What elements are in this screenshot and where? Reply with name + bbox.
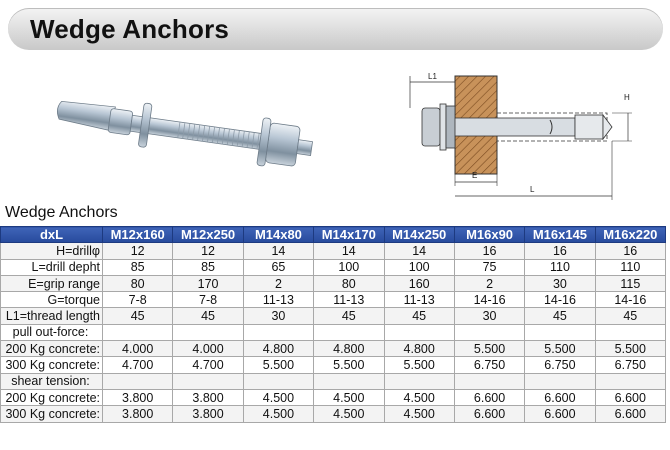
table-cell: 4.000: [103, 341, 173, 357]
table-cell: [525, 373, 595, 389]
table-cell: [384, 373, 454, 389]
table-cell: 45: [595, 308, 665, 324]
row-label: pull out-force:: [1, 324, 103, 340]
table-cell: 45: [173, 308, 243, 324]
table-cell: 4.800: [243, 341, 313, 357]
table-cell: 6.600: [525, 406, 595, 422]
table-cell: [173, 373, 243, 389]
table-cell: 16: [454, 243, 524, 259]
table-cell: 4.800: [314, 341, 384, 357]
table-cell: 4.700: [103, 357, 173, 373]
column-header: M14x80: [243, 227, 313, 243]
table-cell: 4.500: [384, 389, 454, 405]
table-cell: 4.000: [173, 341, 243, 357]
row-label: 200 Kg concrete:: [1, 389, 103, 405]
table-cell: 4.800: [384, 341, 454, 357]
table-cell: 5.500: [595, 341, 665, 357]
table-cell: 4.500: [243, 406, 313, 422]
table-cell: 11-13: [384, 292, 454, 308]
table-cell: [595, 324, 665, 340]
table-cell: [314, 373, 384, 389]
column-header: M12x160: [103, 227, 173, 243]
table-row: [1, 373, 666, 389]
label-l: L: [530, 185, 535, 194]
table-cell: 45: [103, 308, 173, 324]
table-cell: 80: [314, 275, 384, 291]
table-row: [1, 389, 666, 405]
table-header-row: [1, 227, 666, 243]
label-h: H: [624, 93, 630, 102]
table-cell: 160: [384, 275, 454, 291]
table-cell: 4.500: [243, 389, 313, 405]
column-header: M16x145: [525, 227, 595, 243]
row-label: 300 Kg concrete:: [1, 357, 103, 373]
table-cell: 65: [243, 259, 313, 275]
page-title: Wedge Anchors: [30, 14, 230, 44]
section-heading: Wedge Anchors: [5, 204, 118, 221]
table-cell: 6.600: [454, 406, 524, 422]
table-cell: 16: [595, 243, 665, 259]
table-cell: [454, 373, 524, 389]
table-cell: 6.600: [595, 389, 665, 405]
row-label: L=drill depht: [1, 259, 103, 275]
table-cell: 75: [454, 259, 524, 275]
table-cell: 14: [384, 243, 454, 259]
table-cell: 14: [243, 243, 313, 259]
row-label: E=grip range: [1, 275, 103, 291]
anchor-technical-drawing: [400, 68, 640, 203]
row-label: H=drillφ: [1, 243, 103, 259]
table-cell: 14-16: [595, 292, 665, 308]
table-cell: 115: [595, 275, 665, 291]
table-cell: 12: [173, 243, 243, 259]
column-header: M14x170: [314, 227, 384, 243]
table-cell: 6.600: [595, 406, 665, 422]
table-cell: [314, 324, 384, 340]
row-label: 200 Kg concrete:: [1, 341, 103, 357]
table-cell: 6.750: [525, 357, 595, 373]
table-cell: 3.800: [103, 406, 173, 422]
table-cell: 6.750: [454, 357, 524, 373]
table-cell: 5.500: [525, 341, 595, 357]
table-cell: 2: [454, 275, 524, 291]
table-cell: 3.800: [173, 389, 243, 405]
table-row: [1, 243, 666, 259]
table-cell: 5.500: [454, 341, 524, 357]
table-cell: 11-13: [314, 292, 384, 308]
table-cell: 170: [173, 275, 243, 291]
table-cell: 85: [103, 259, 173, 275]
table-cell: 4.500: [314, 389, 384, 405]
table-cell: 7-8: [103, 292, 173, 308]
table-cell: 11-13: [243, 292, 313, 308]
table-cell: 5.500: [384, 357, 454, 373]
table-row: [1, 357, 666, 373]
table-cell: [243, 324, 313, 340]
table-cell: [103, 373, 173, 389]
table-cell: 4.700: [173, 357, 243, 373]
table-cell: 14-16: [454, 292, 524, 308]
table-row: [1, 259, 666, 275]
table-cell: 16: [525, 243, 595, 259]
table-cell: [454, 324, 524, 340]
table-cell: 4.500: [384, 406, 454, 422]
table-cell: 3.800: [173, 406, 243, 422]
table-cell: 45: [314, 308, 384, 324]
table-cell: 30: [525, 275, 595, 291]
table-cell: 5.500: [243, 357, 313, 373]
table-cell: 6.600: [454, 389, 524, 405]
table-cell: [525, 324, 595, 340]
table-row: [1, 292, 666, 308]
table-row: [1, 308, 666, 324]
table-cell: 14: [314, 243, 384, 259]
table-cell: 12: [103, 243, 173, 259]
column-header: M12x250: [173, 227, 243, 243]
table-cell: [384, 324, 454, 340]
table-cell: 14-16: [525, 292, 595, 308]
table-cell: 6.750: [595, 357, 665, 373]
column-header: M16x90: [454, 227, 524, 243]
table-cell: 80: [103, 275, 173, 291]
column-header: M14x250: [384, 227, 454, 243]
table-cell: 110: [525, 259, 595, 275]
table-cell: 4.500: [314, 406, 384, 422]
table-cell: 3.800: [103, 389, 173, 405]
anchor-bolt-photo: [48, 92, 338, 182]
table-cell: [243, 373, 313, 389]
table-cell: 45: [384, 308, 454, 324]
table-cell: 100: [314, 259, 384, 275]
table-cell: 2: [243, 275, 313, 291]
row-label: 300 Kg concrete:: [1, 406, 103, 422]
table-row: [1, 341, 666, 357]
table-cell: 30: [243, 308, 313, 324]
header-dxl: dxL: [1, 227, 103, 243]
column-header: M16x220: [595, 227, 665, 243]
table-cell: 6.600: [525, 389, 595, 405]
table-cell: 100: [384, 259, 454, 275]
title-bar: [8, 8, 663, 50]
table-cell: [173, 324, 243, 340]
table-row: [1, 324, 666, 340]
table-cell: 85: [173, 259, 243, 275]
table-cell: [595, 373, 665, 389]
row-label: shear tension:: [1, 373, 103, 389]
row-label: L1=thread length: [1, 308, 103, 324]
label-l1: L1: [428, 72, 437, 81]
table-cell: 45: [525, 308, 595, 324]
table-cell: 30: [454, 308, 524, 324]
table-row: [1, 275, 666, 291]
table-cell: [103, 324, 173, 340]
table-row: [1, 406, 666, 422]
spec-table: [0, 226, 666, 423]
table-cell: 5.500: [314, 357, 384, 373]
table-cell: 7-8: [173, 292, 243, 308]
label-e: E: [472, 171, 478, 180]
row-label: G=torque: [1, 292, 103, 308]
table-cell: 110: [595, 259, 665, 275]
